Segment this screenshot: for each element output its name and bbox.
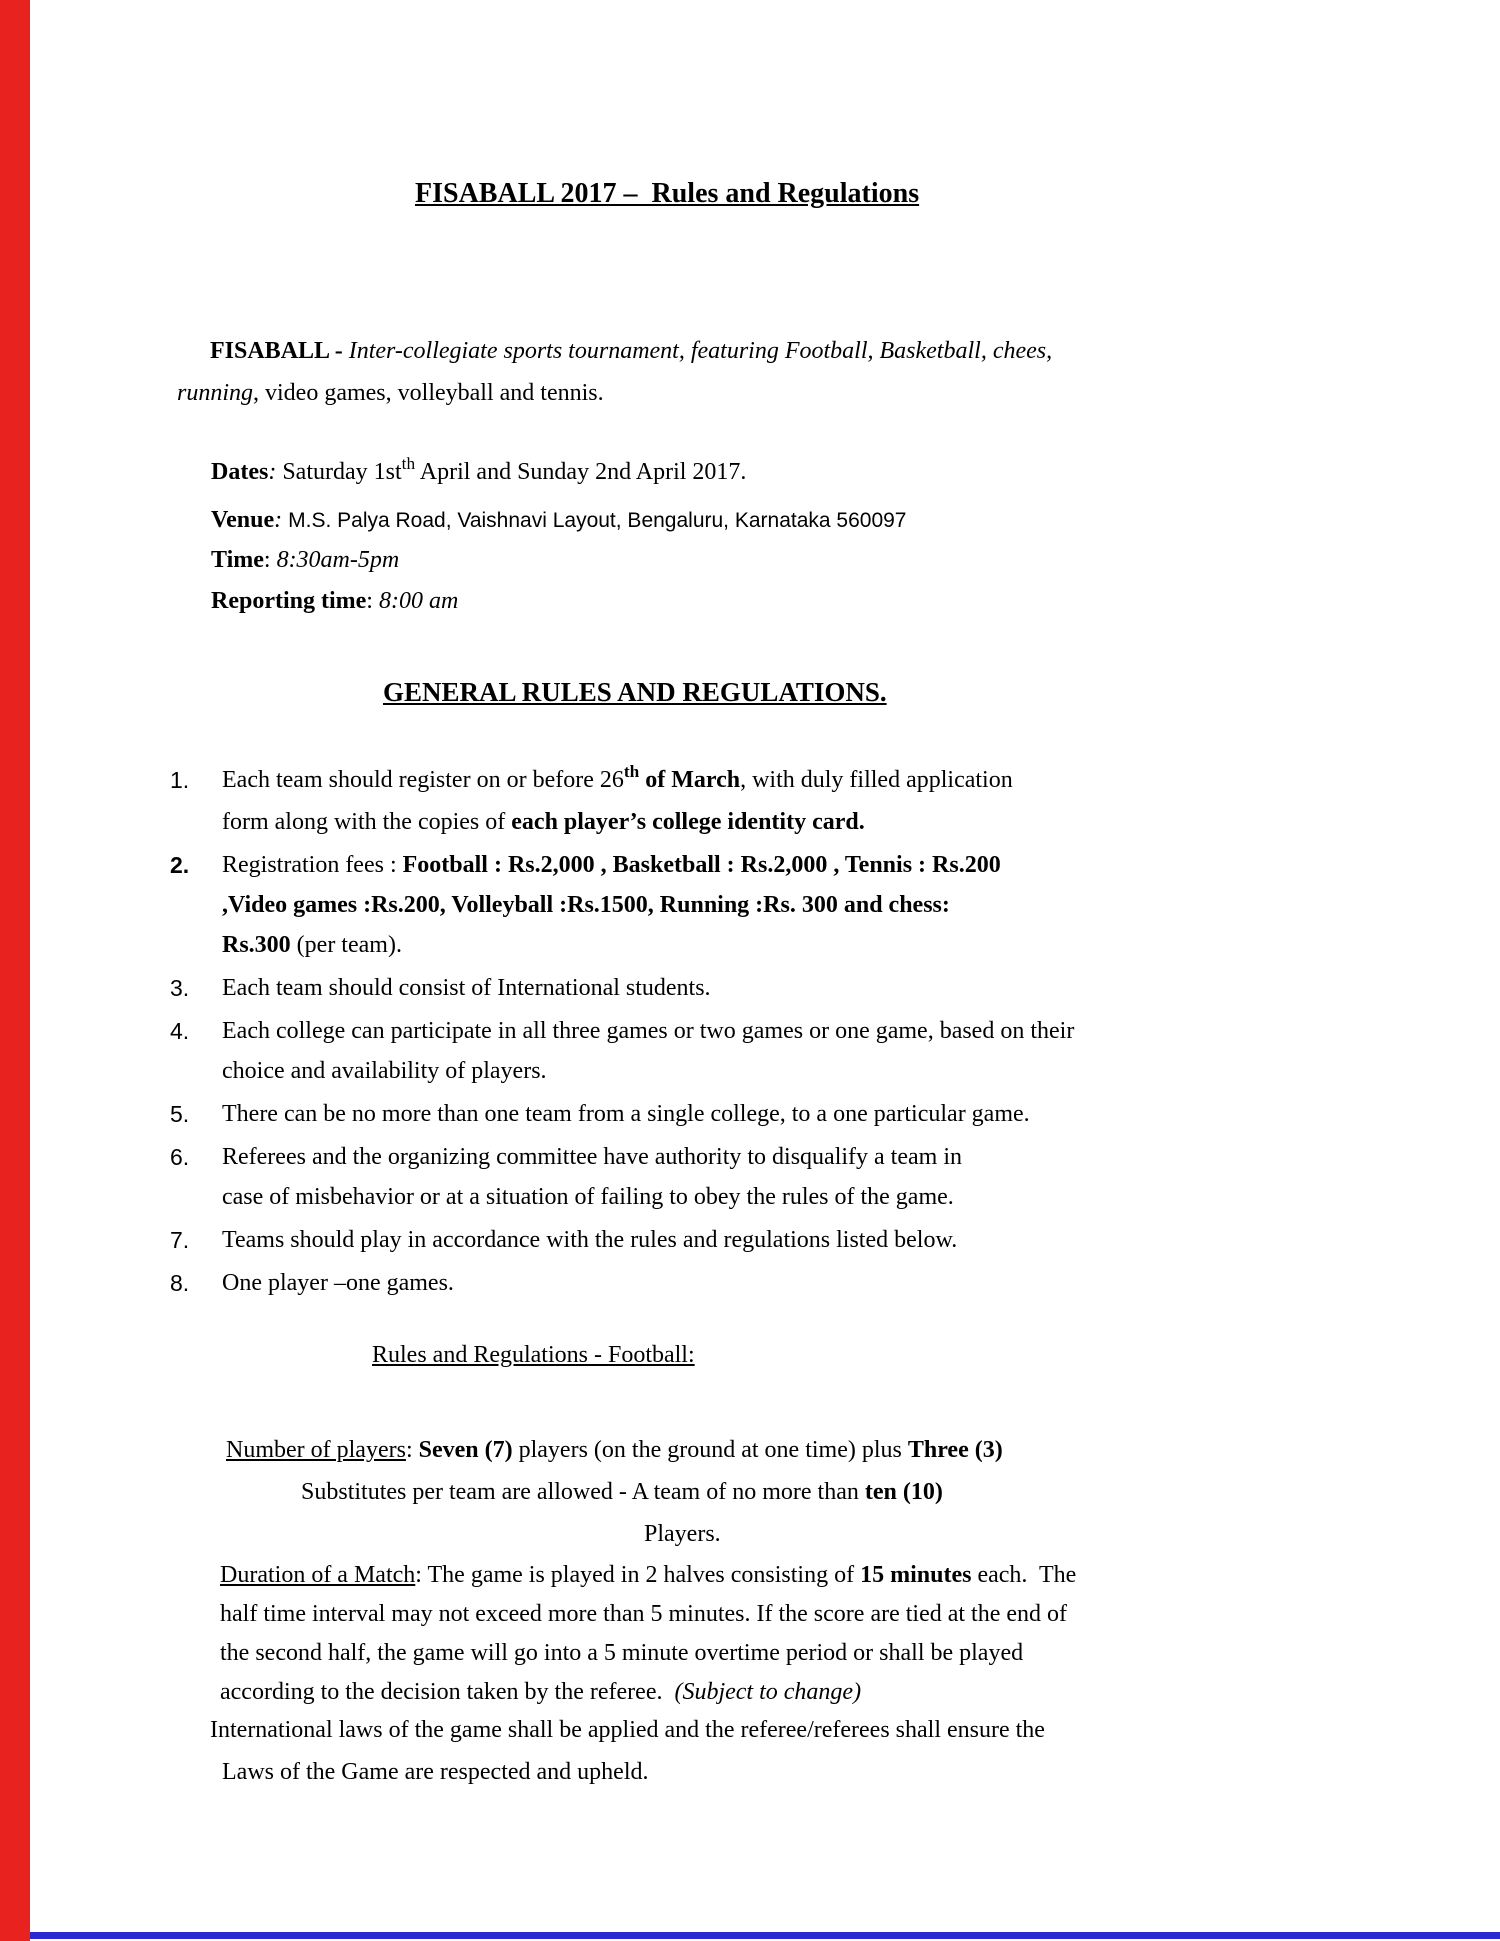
rule-item-2 bbox=[160, 845, 1074, 965]
text-segment: the second half, the game will go into a 5 minute overtime period or shall be played bbox=[220, 1640, 1024, 1666]
text-segment: (per team). bbox=[296, 932, 402, 958]
text-segment: International laws of the game shall be applied and the referee/referees shall ensure the bbox=[210, 1717, 1045, 1743]
rule-number bbox=[170, 760, 214, 800]
text-segment: (Subject to change) bbox=[674, 1679, 862, 1705]
text-segment: : bbox=[263, 547, 277, 573]
general-rules-heading: GENERAL RULES AND REGULATIONS. bbox=[383, 677, 887, 707]
info-time bbox=[211, 540, 399, 580]
rule-number bbox=[170, 1094, 214, 1134]
text-segment: case of misbehavior or at a situation of failing to obey the rules of the game. bbox=[222, 1184, 954, 1210]
text-segment: FISABALL - bbox=[210, 338, 349, 364]
rule-number bbox=[170, 968, 214, 1008]
text-segment: 8:00 am bbox=[378, 588, 459, 614]
text-segment: : bbox=[274, 507, 289, 533]
rule-number bbox=[170, 1220, 214, 1260]
text-segment: players (on the ground at one time) plus bbox=[512, 1437, 908, 1463]
text-segment: 3. bbox=[170, 975, 190, 1001]
rule-text bbox=[222, 975, 711, 1001]
text-segment: ten (10) bbox=[864, 1479, 943, 1505]
rule-item-4 bbox=[160, 1011, 1074, 1091]
text-segment: Substitutes per team are allowed - A team of no more than bbox=[301, 1479, 865, 1505]
players-line-1 bbox=[226, 1430, 1003, 1470]
closing-line-2 bbox=[222, 1752, 648, 1792]
text-segment: Football : Rs.2,000 , Basketball : Rs.2,000 , Tennis : Rs.200 bbox=[402, 852, 1001, 878]
players-line-3 bbox=[644, 1514, 721, 1554]
rule-number bbox=[170, 845, 214, 885]
text-segment: Players. bbox=[644, 1521, 721, 1547]
text-segment: : bbox=[366, 588, 379, 614]
text-segment: 15 minutes bbox=[860, 1562, 972, 1588]
text-segment: Three (3) bbox=[907, 1437, 1003, 1463]
text-segment: There can be no more than one team from a single college, to a one particular game. bbox=[222, 1101, 1030, 1127]
text-segment: th bbox=[623, 762, 640, 781]
rule-item-5 bbox=[160, 1094, 1074, 1134]
rule-number bbox=[170, 1137, 214, 1177]
text-segment: , video games, volleyball and tennis. bbox=[253, 380, 604, 406]
text-segment: 4. bbox=[170, 1018, 190, 1044]
football-rules-heading: Rules and Regulations - Football: bbox=[372, 1342, 695, 1368]
rule-number bbox=[170, 1263, 214, 1303]
intro-paragraph bbox=[177, 330, 1052, 414]
rule-item-1 bbox=[160, 760, 1074, 842]
text-segment: 6. bbox=[170, 1144, 190, 1170]
text-segment: One player –one games. bbox=[222, 1270, 454, 1296]
text-segment: Saturday 1st bbox=[282, 459, 402, 485]
text-segment: ,Video games :Rs.200, Volleyball :Rs.1500, Running :Rs. 300 and chess: bbox=[222, 892, 950, 918]
rule-text bbox=[222, 852, 1001, 958]
text-segment: , with duly filled application bbox=[740, 767, 1013, 793]
text-segment: Reporting time bbox=[211, 588, 367, 614]
info-venue bbox=[211, 500, 906, 541]
text-segment: April and Sunday 2nd April 2017. bbox=[415, 459, 747, 485]
text-segment: 2. bbox=[170, 852, 190, 878]
closing-line-1 bbox=[210, 1710, 1045, 1750]
text-segment: Number of players bbox=[226, 1437, 406, 1463]
rule-item-8 bbox=[160, 1263, 1074, 1303]
rule-text bbox=[222, 1018, 1074, 1084]
text-segment: 7. bbox=[170, 1227, 190, 1253]
text-segment: 8:30am-5pm bbox=[276, 547, 400, 573]
text-segment: Seven (7) bbox=[418, 1437, 513, 1463]
bottom-edge-line bbox=[30, 1932, 1500, 1939]
rule-text bbox=[222, 1270, 454, 1296]
text-segment: of March bbox=[645, 767, 741, 793]
rule-text bbox=[222, 762, 1013, 835]
text-segment: 1. bbox=[170, 767, 190, 793]
text-segment: : bbox=[268, 459, 283, 485]
rule-text bbox=[222, 1227, 957, 1253]
text-segment: choice and availability of players. bbox=[222, 1058, 547, 1084]
text-segment: Referees and the organizing committee have authority to disqualify a team in bbox=[222, 1144, 962, 1170]
info-reporting bbox=[211, 581, 458, 621]
rule-text bbox=[222, 1144, 962, 1210]
text-segment: Each team should consist of International students. bbox=[222, 975, 711, 1001]
text-segment: according to the decision taken by the referee. bbox=[220, 1679, 675, 1705]
text-segment: each. The bbox=[971, 1562, 1077, 1588]
players-line-2 bbox=[301, 1472, 943, 1512]
info-dates bbox=[211, 452, 746, 494]
text-segment: 5. bbox=[170, 1101, 190, 1127]
text-segment: Each college can participate in all three games or two games or one game, based on their bbox=[222, 1018, 1075, 1044]
text-segment: th bbox=[401, 454, 416, 473]
rule-number bbox=[170, 1011, 214, 1051]
rules-list bbox=[160, 760, 1074, 1306]
rule-item-6 bbox=[160, 1137, 1074, 1217]
page-title: FISABALL 2017 – Rules and Regulations bbox=[415, 178, 920, 209]
text-segment: 8. bbox=[170, 1270, 190, 1296]
left-edge-bar bbox=[0, 0, 30, 1941]
text-segment: Teams should play in accordance with the rules and regulations listed below. bbox=[222, 1227, 958, 1253]
text-segment: Venue bbox=[211, 507, 275, 533]
text-segment: each player’s college identity card. bbox=[511, 809, 865, 835]
text-segment: form along with the copies of bbox=[222, 809, 512, 835]
text-segment: Duration of a Match bbox=[220, 1562, 416, 1588]
text-segment: Inter-collegiate sports tournament, featuring Football, Basketball, chees, bbox=[348, 338, 1053, 364]
text-segment: Rs.300 bbox=[222, 932, 297, 958]
text-segment: : The game is played in 2 halves consisting of bbox=[415, 1562, 861, 1588]
rule-text bbox=[222, 1101, 1030, 1127]
text-segment: Time bbox=[211, 547, 264, 573]
duration-paragraph bbox=[220, 1556, 1076, 1712]
text-segment: Each team should register on or before 26 bbox=[222, 767, 624, 793]
text-segment: Dates bbox=[211, 459, 269, 485]
text-segment: : bbox=[405, 1437, 419, 1463]
text-segment: Registration fees : bbox=[222, 852, 403, 878]
text-segment: half time interval may not exceed more than 5 minutes. If the score are tied at the end of bbox=[220, 1601, 1068, 1627]
text-segment: M.S. Palya Road, Vaishnavi Layout, Bengaluru, Karnataka 560097 bbox=[288, 509, 907, 532]
rule-item-7 bbox=[160, 1220, 1074, 1260]
text-segment: running bbox=[177, 380, 254, 406]
text-segment: Laws of the Game are respected and upheld. bbox=[222, 1759, 649, 1785]
rule-item-3 bbox=[160, 968, 1074, 1008]
